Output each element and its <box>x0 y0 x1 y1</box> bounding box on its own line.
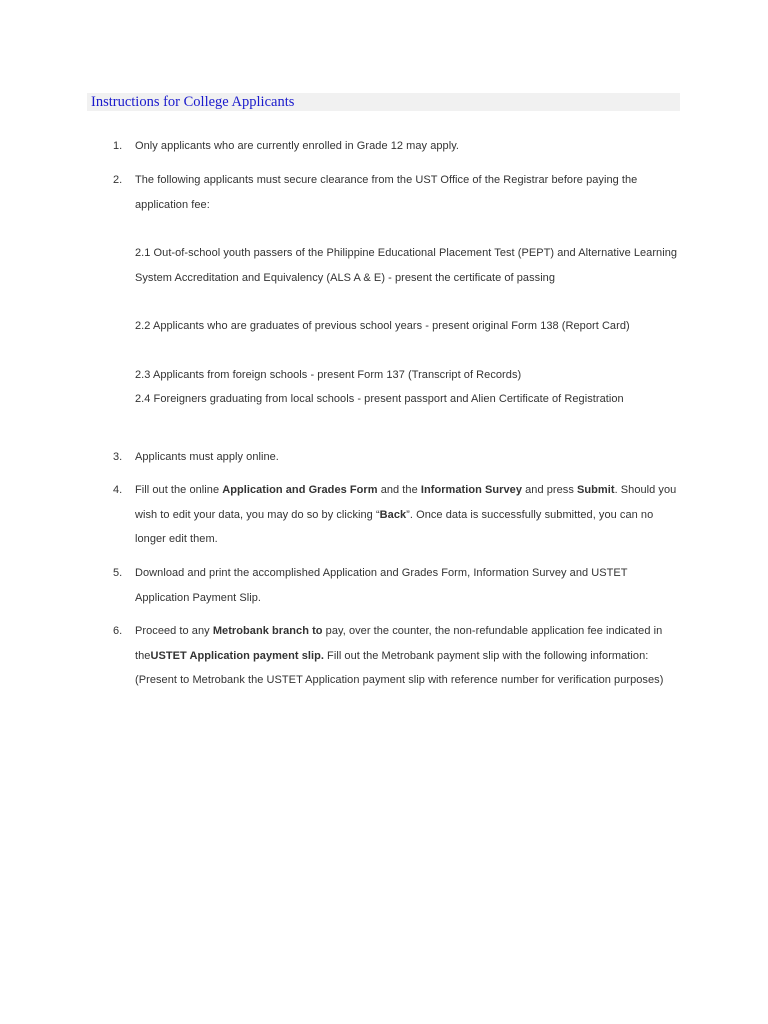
text-run: ”. Once data is successfully submitted, you can no longer edit them. <box>135 508 654 545</box>
bold-run: Information Survey <box>420 484 522 496</box>
item-number: 1. <box>113 140 123 152</box>
item-number: 6. <box>113 625 123 637</box>
item-text: Download and print the accomplished Application and Grades Form, Information Survey and USTET Application Payment Slip. <box>135 567 628 604</box>
bold-run: Submit <box>576 484 615 496</box>
item-number: 2. <box>113 174 123 186</box>
text-run: Fill out the online <box>135 484 223 496</box>
item-number: 3. <box>113 451 123 463</box>
bold-run: Metrobank branch to <box>212 625 323 637</box>
item-text <box>135 478 683 552</box>
item-text: Applicants must apply online. <box>135 451 279 463</box>
subitem-text: 2.2 Applicants who are graduates of previous school years - present original Form 138 (Report Card) <box>135 320 630 332</box>
item-text <box>135 619 683 693</box>
page-title: Instructions for College Applicants <box>91 94 295 110</box>
text-run: Fill out the Metrobank payment slip with the following information: (Present to Metrobank the USTET Application payment slip with reference number for verification purposes) <box>135 649 664 686</box>
item-number: 5. <box>113 567 123 579</box>
bold-run: USTET Application payment slip. <box>150 649 324 662</box>
text-run: pay, over the counter, the non-refundable application fee indicated in the <box>135 625 663 662</box>
subitem-text: 2.1 Out-of-school youth passers of the Philippine Educational Placement Test (PEPT) and Alternative Learning System Accreditation and Equivalency (ALS A & E) - present the certificate of passing <box>135 247 678 284</box>
text-run: Proceed to any <box>135 625 213 637</box>
text-run: and the <box>377 484 421 496</box>
text-run: and press <box>522 484 577 496</box>
item-number: 4. <box>113 484 123 496</box>
text-run: . Should you wish to edit your data, you may do so by clicking “ <box>135 484 677 521</box>
item-text: The following applicants must secure clearance from the UST Office of the Registrar before paying the application fee: <box>135 174 638 211</box>
bold-run: Application and Grades Form <box>222 484 378 496</box>
subitem-text: 2.4 Foreigners graduating from local schools - present passport and Alien Certificate of Registration <box>135 393 624 405</box>
item-text: Only applicants who are currently enrolled in Grade 12 may apply. <box>135 140 460 152</box>
bold-run: Back <box>379 508 407 521</box>
subitem-text: 2.3 Applicants from foreign schools - present Form 137 (Transcript of Records) <box>135 369 522 381</box>
